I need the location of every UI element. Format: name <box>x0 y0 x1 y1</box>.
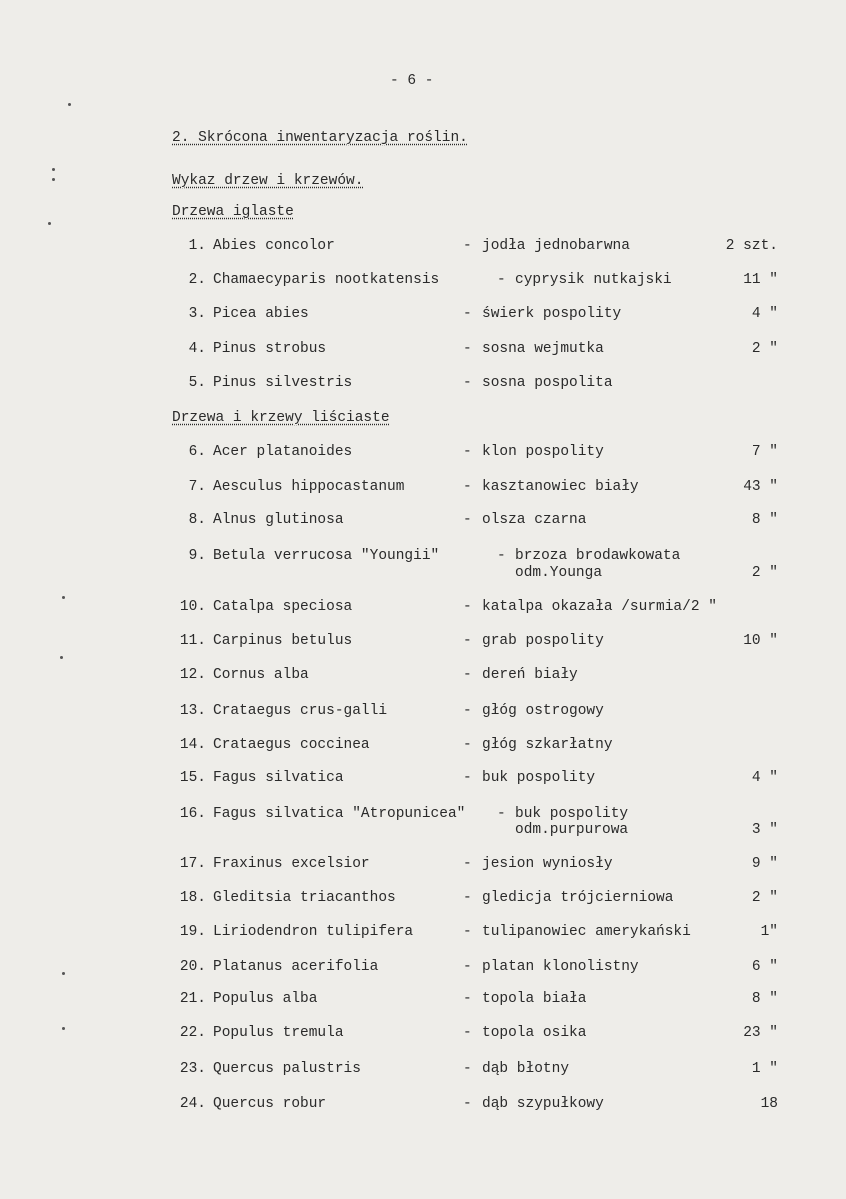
item-number: 9. <box>188 548 206 564</box>
polish-name: katalpa okazała /surmia/2 " <box>482 599 717 615</box>
item-number: 4. <box>188 341 206 357</box>
polish-name: sosna pospolita <box>482 375 613 391</box>
latin-name: Liriodendron tulipifera <box>213 924 414 940</box>
polish-name: tulipanowiec amerykański <box>482 924 691 940</box>
paper-speck <box>48 222 51 225</box>
latin-name: Quercus robur <box>213 1096 327 1112</box>
latin-name: Crataegus crus-galli <box>213 703 388 719</box>
list-heading: Wykaz drzew i krzewów. <box>172 173 364 189</box>
quantity: 2 " <box>751 341 778 357</box>
polish-name: topola biała <box>482 991 587 1007</box>
dash-separator: - <box>463 599 472 615</box>
paper-speck <box>60 656 63 659</box>
section-heading: 2. Skrócona inwentaryzacja roślin. <box>172 130 468 146</box>
latin-name: Aesculus hippocastanum <box>213 479 405 495</box>
quantity: 9 " <box>751 856 778 872</box>
quantity: 11 " <box>743 272 778 288</box>
quantity: 2 " <box>751 565 778 581</box>
latin-name: Fagus silvatica "Atropunicea" <box>213 806 466 822</box>
quantity: 18 <box>760 1096 778 1112</box>
item-number: 1. <box>188 238 206 254</box>
polish-name: głóg ostrogowy <box>482 703 604 719</box>
latin-name: Betula verrucosa "Youngii" <box>213 548 440 564</box>
dash-separator: - <box>463 991 472 1007</box>
item-number: 11. <box>179 633 206 649</box>
item-number: 3. <box>188 306 206 322</box>
polish-name: gledicja trójcierniowa <box>482 890 674 906</box>
deciduous-heading: Drzewa i krzewy liściaste <box>172 410 390 426</box>
latin-name: Fraxinus excelsior <box>213 856 370 872</box>
latin-name: Catalpa speciosa <box>213 599 353 615</box>
quantity: 8 " <box>751 991 778 1007</box>
dash-separator: - <box>463 770 472 786</box>
paper-speck <box>62 1027 65 1030</box>
page-number: - 6 - <box>390 73 434 89</box>
item-number: 15. <box>179 770 206 786</box>
item-number: 12. <box>179 667 206 683</box>
quantity: 7 " <box>751 444 778 460</box>
quantity: 10 " <box>743 633 778 649</box>
item-number: 19. <box>179 924 206 940</box>
latin-name: Acer platanoides <box>213 444 353 460</box>
latin-name: Carpinus betulus <box>213 633 353 649</box>
dash-separator: - <box>497 548 506 564</box>
polish-name-variant: odm.purpurowa <box>515 822 629 838</box>
dash-separator: - <box>463 1025 472 1041</box>
dash-separator: - <box>463 703 472 719</box>
paper-speck <box>52 168 55 171</box>
dash-separator: - <box>463 959 472 975</box>
paper-speck <box>62 596 65 599</box>
latin-name: Chamaecyparis nootkatensis <box>213 272 440 288</box>
quantity: 4 " <box>751 770 778 786</box>
item-number: 13. <box>179 703 206 719</box>
dash-separator: - <box>497 272 506 288</box>
item-number: 16. <box>179 806 206 822</box>
polish-name: platan klonolistny <box>482 959 639 975</box>
dash-separator: - <box>463 238 472 254</box>
dash-separator: - <box>463 667 472 683</box>
quantity: 4 " <box>751 306 778 322</box>
latin-name: Populus tremula <box>213 1025 344 1041</box>
dash-separator: - <box>463 890 472 906</box>
latin-name: Fagus silvatica <box>213 770 344 786</box>
polish-name: grab pospolity <box>482 633 604 649</box>
paper-speck <box>52 178 55 181</box>
latin-name: Picea abies <box>213 306 309 322</box>
polish-name: sosna wejmutka <box>482 341 604 357</box>
latin-name: Platanus acerifolia <box>213 959 379 975</box>
item-number: 7. <box>188 479 206 495</box>
polish-name: klon pospolity <box>482 444 604 460</box>
polish-name: świerk pospolity <box>482 306 622 322</box>
conifers-heading: Drzewa iglaste <box>172 204 294 220</box>
dash-separator: - <box>463 856 472 872</box>
paper-speck <box>62 972 65 975</box>
paper-speck <box>68 103 71 106</box>
item-number: 10. <box>179 599 206 615</box>
item-number: 14. <box>179 737 206 753</box>
dash-separator: - <box>463 633 472 649</box>
polish-name: brzoza brodawkowata <box>515 548 681 564</box>
polish-name-variant: odm.Younga <box>515 565 603 581</box>
dash-separator: - <box>497 806 506 822</box>
polish-name: cyprysik nutkajski <box>515 272 672 288</box>
dash-separator: - <box>463 924 472 940</box>
polish-name: topola osika <box>482 1025 587 1041</box>
latin-name: Pinus strobus <box>213 341 327 357</box>
polish-name: olsza czarna <box>482 512 587 528</box>
quantity: 6 " <box>751 959 778 975</box>
item-number: 6. <box>188 444 206 460</box>
quantity: 1 " <box>751 1061 778 1077</box>
polish-name: głóg szkarłatny <box>482 737 613 753</box>
quantity: 23 " <box>743 1025 778 1041</box>
latin-name: Alnus glutinosa <box>213 512 344 528</box>
dash-separator: - <box>463 341 472 357</box>
polish-name: buk pospolity <box>482 770 596 786</box>
item-number: 23. <box>179 1061 206 1077</box>
item-number: 8. <box>188 512 206 528</box>
dash-separator: - <box>463 512 472 528</box>
dash-separator: - <box>463 306 472 322</box>
quantity: 2 " <box>751 890 778 906</box>
latin-name: Cornus alba <box>213 667 309 683</box>
latin-name: Abies concolor <box>213 238 335 254</box>
quantity: 8 " <box>751 512 778 528</box>
item-number: 18. <box>179 890 206 906</box>
polish-name: buk pospolity <box>515 806 629 822</box>
quantity: 3 " <box>751 822 778 838</box>
polish-name: dąb błotny <box>482 1061 570 1077</box>
latin-name: Quercus palustris <box>213 1061 361 1077</box>
item-number: 22. <box>179 1025 206 1041</box>
polish-name: dąb szypułkowy <box>482 1096 604 1112</box>
polish-name: dereń biały <box>482 667 578 683</box>
polish-name: jodła jednobarwna <box>482 238 630 254</box>
item-number: 17. <box>179 856 206 872</box>
item-number: 21. <box>179 991 206 1007</box>
item-number: 20. <box>179 959 206 975</box>
quantity: 1" <box>760 924 778 940</box>
dash-separator: - <box>463 375 472 391</box>
dash-separator: - <box>463 1096 472 1112</box>
latin-name: Populus alba <box>213 991 318 1007</box>
latin-name: Gleditsia triacanthos <box>213 890 396 906</box>
latin-name: Pinus silvestris <box>213 375 353 391</box>
item-number: 24. <box>179 1096 206 1112</box>
item-number: 5. <box>188 375 206 391</box>
dash-separator: - <box>463 1061 472 1077</box>
dash-separator: - <box>463 737 472 753</box>
quantity: 2 szt. <box>725 238 778 254</box>
dash-separator: - <box>463 479 472 495</box>
item-number: 2. <box>188 272 206 288</box>
dash-separator: - <box>463 444 472 460</box>
polish-name: jesion wyniosły <box>482 856 613 872</box>
quantity: 43 " <box>743 479 778 495</box>
latin-name: Crataegus coccinea <box>213 737 370 753</box>
polish-name: kasztanowiec biały <box>482 479 639 495</box>
